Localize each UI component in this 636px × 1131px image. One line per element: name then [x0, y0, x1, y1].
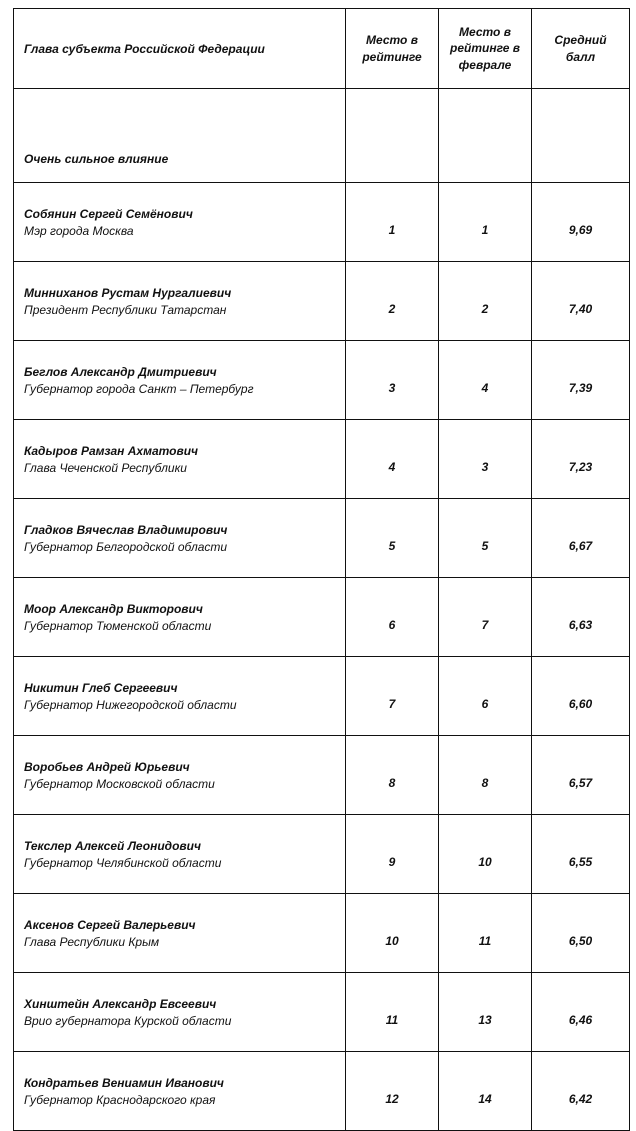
person-cell	[14, 578, 346, 657]
person-cell	[14, 341, 346, 420]
person-name: Беглов Александр Дмитриевич	[24, 364, 217, 379]
table-row	[14, 815, 630, 894]
person-name: Аксенов Сергей Валерьевич	[24, 917, 196, 932]
rank-cell: 8	[346, 736, 439, 815]
person-post: Губернатор Московской области	[24, 776, 215, 791]
person-cell	[14, 420, 346, 499]
person-name: Кондратьев Вениамин Иванович	[24, 1075, 224, 1090]
table-row	[14, 973, 630, 1052]
rank-feb-cell: 13	[439, 973, 532, 1052]
table-row	[14, 183, 630, 262]
rank-cell: 11	[346, 973, 439, 1052]
rank-cell: 2	[346, 262, 439, 341]
rank-cell: 12	[346, 1052, 439, 1131]
score-cell: 7,23	[532, 420, 630, 499]
table-row	[14, 736, 630, 815]
person-post: Глава Республики Крым	[24, 934, 160, 949]
table-row	[14, 578, 630, 657]
person-post: Губернатор города Санкт – Петербург	[24, 381, 254, 396]
score-cell: 6,46	[532, 973, 630, 1052]
table-row	[14, 341, 630, 420]
person-name: Минниханов Рустам Нургалиевич	[24, 285, 232, 300]
rank-cell: 9	[346, 815, 439, 894]
score-cell: 7,39	[532, 341, 630, 420]
score-cell: 6,67	[532, 499, 630, 578]
table-row	[14, 657, 630, 736]
person-cell	[14, 262, 346, 341]
rank-feb-cell: 14	[439, 1052, 532, 1131]
rank-feb-cell: 4	[439, 341, 532, 420]
table-header-row	[14, 9, 630, 89]
rank-feb-cell: 2	[439, 262, 532, 341]
score-cell: 6,55	[532, 815, 630, 894]
score-cell: 6,42	[532, 1052, 630, 1131]
person-name: Хинштейн Александр Евсеевич	[24, 996, 217, 1011]
rank-cell: 10	[346, 894, 439, 973]
table-row	[14, 1052, 630, 1131]
person-name: Моор Александр Викторович	[24, 601, 203, 616]
score-cell: 6,50	[532, 894, 630, 973]
header-rank: Место в рейтинге	[346, 9, 439, 89]
person-post: Глава Чеченской Республики	[24, 460, 187, 475]
empty-cell	[439, 89, 532, 183]
rank-cell: 3	[346, 341, 439, 420]
score-cell: 6,63	[532, 578, 630, 657]
rank-feb-cell: 1	[439, 183, 532, 262]
rank-feb-cell: 7	[439, 578, 532, 657]
rank-cell: 7	[346, 657, 439, 736]
rank-cell: 6	[346, 578, 439, 657]
header-score: Средний балл	[532, 9, 630, 89]
score-cell: 9,69	[532, 183, 630, 262]
person-cell	[14, 657, 346, 736]
person-cell	[14, 499, 346, 578]
table-row	[14, 262, 630, 341]
empty-cell	[532, 89, 630, 183]
person-post: Губернатор Нижегородской области	[24, 697, 237, 712]
person-name: Текслер Алексей Леонидович	[24, 838, 201, 853]
person-name: Воробьев Андрей Юрьевич	[24, 759, 190, 774]
rank-feb-cell: 3	[439, 420, 532, 499]
rank-feb-cell: 10	[439, 815, 532, 894]
rank-feb-cell: 6	[439, 657, 532, 736]
score-cell: 6,57	[532, 736, 630, 815]
rating-table	[13, 8, 630, 1131]
person-post: Губернатор Тюменской области	[24, 618, 212, 633]
section-title: Очень сильное влияние	[14, 89, 346, 183]
header-name: Глава субъекта Российской Федерации	[14, 9, 346, 89]
person-post: Врио губернатора Курской области	[24, 1013, 232, 1028]
header-rank-feb: Место в рейтинге в феврале	[439, 9, 532, 89]
person-cell	[14, 736, 346, 815]
person-name: Собянин Сергей Семёнович	[24, 206, 193, 221]
person-post: Мэр города Москва	[24, 223, 134, 238]
section-row	[14, 89, 630, 183]
rank-cell: 1	[346, 183, 439, 262]
person-post: Губернатор Белгородской области	[24, 539, 228, 554]
rank-feb-cell: 11	[439, 894, 532, 973]
person-cell	[14, 973, 346, 1052]
empty-cell	[346, 89, 439, 183]
person-cell	[14, 1052, 346, 1131]
person-name: Гладков Вячеслав Владимирович	[24, 522, 228, 537]
rank-cell: 5	[346, 499, 439, 578]
person-post: Губернатор Краснодарского края	[24, 1092, 216, 1107]
table-row	[14, 894, 630, 973]
table-row	[14, 499, 630, 578]
person-post: Губернатор Челябинской области	[24, 855, 222, 870]
person-cell	[14, 894, 346, 973]
table-row	[14, 420, 630, 499]
person-cell	[14, 183, 346, 262]
person-name: Кадыров Рамзан Ахматович	[24, 443, 199, 458]
score-cell: 7,40	[532, 262, 630, 341]
rank-feb-cell: 5	[439, 499, 532, 578]
person-name: Никитин Глеб Сергеевич	[24, 680, 178, 695]
rank-cell: 4	[346, 420, 439, 499]
rank-feb-cell: 8	[439, 736, 532, 815]
score-cell: 6,60	[532, 657, 630, 736]
person-post: Президент Республики Татарстан	[24, 302, 227, 317]
person-cell	[14, 815, 346, 894]
